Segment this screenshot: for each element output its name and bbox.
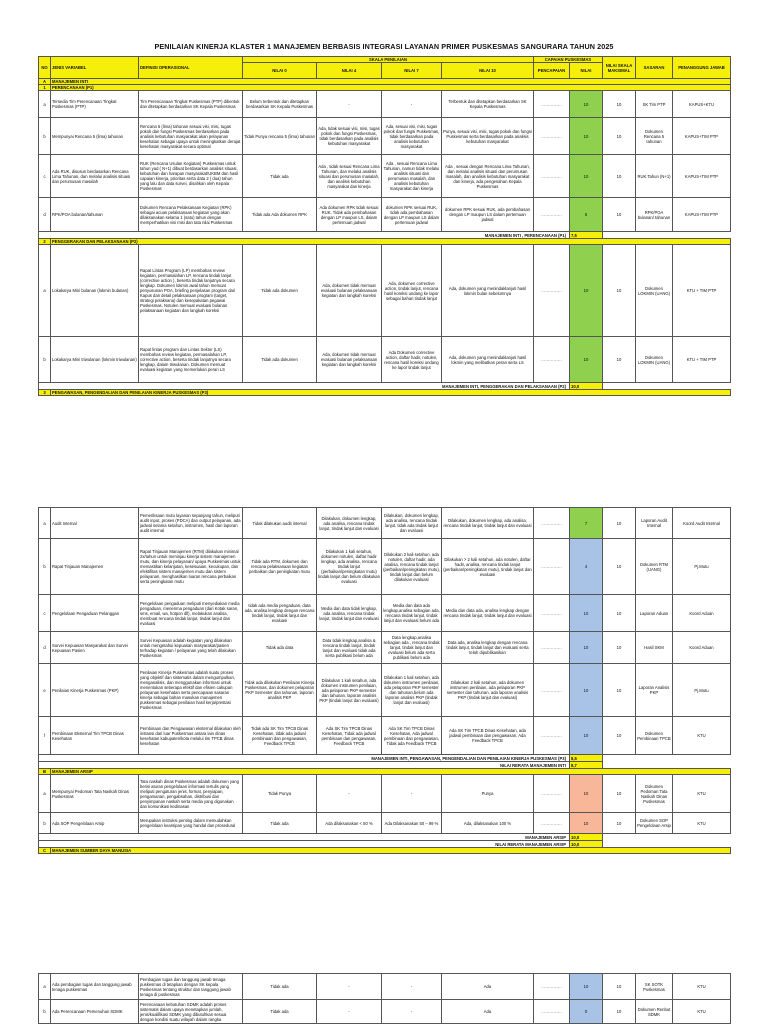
row-nilai-max: 10 (603, 155, 636, 198)
row-nilai-max: 10 (603, 198, 636, 232)
row-pj: KTU (673, 775, 731, 813)
row-pencapaian: …………… (534, 155, 570, 198)
row-pencapaian: …………… (534, 974, 570, 1000)
row-letter: b (39, 1000, 51, 1024)
row-score-4: Ada dilaksanakan < 50 % (317, 813, 382, 834)
row-score-4: - (317, 775, 382, 813)
row-nilai-max: 10 (603, 595, 636, 632)
table-row (39, 775, 731, 813)
row-definition: Pengelolaan pengaduan meliputi menyediakan media pengaduan, menerima pengaduan (dari Kotak saran, sms, email, wa, hotpon dll), melakukan analisa, membuat rencana tindak lanjut, tindak lanjut dan evaluasi (139, 595, 243, 632)
section-3 (39, 390, 731, 396)
row-pencapaian: …………… (534, 717, 570, 755)
row-score-10: Media dan data ada, analisa lengkap dengan rencana tindak lanjut, tindak lanjut dan evaluasi (442, 595, 534, 632)
row-sasaran: Dokumen Renbut SDMK (636, 1000, 673, 1024)
row-score-4: Data tidak lengkap,analisa & rencana tindak lanjut, tindak lanjut dan evaluasi tidak ada serta publikasi belum ada (317, 632, 382, 664)
row-nilai: 10 (570, 717, 603, 755)
table-row (39, 717, 731, 755)
row-definition: Pemeriksaan mutu layanan sepanjang tahun, meliputi audit input, proses (PDCA) dan output pelayanan, ada jadwal selama setahun, instrumen, hasil dan laporan audit internal (139, 508, 243, 539)
total-p1 (39, 232, 731, 239)
row-variable: Tersedia Tim Perencanaan Tingkat Puskesmas (PTP) (51, 91, 139, 118)
row-pj: KAPUS+TIM PTP (673, 155, 731, 198)
row-letter: a (39, 91, 51, 118)
row-definition: Penilaian Kinerja Puskesmas adalah suatu proses yang objektif dan sistematis dalam mengumpulkan, menganalisis, dan menggunakan informasi untuk menentukan seberapa efektif dan efisien cakupan pelayanan kesehatan serta pencapaian sasaran kinerja sebagai bahan masukan manajemen puskesmas sebagai penilaian hasil kerja/prestasi Puskesmas (139, 664, 243, 717)
row-pencapaian: …………… (534, 245, 570, 337)
row-pj: KTU (673, 717, 731, 755)
row-score-7: Dilakukan 2 kali setahun, ada notulen, daftar hadir, ada analisa, rencana tindak lanjut (perbaikan/peningkatan mutu), tindak lanjut dan belum dilakukan evaluasi (382, 539, 442, 595)
table-row (39, 91, 731, 118)
total-p3-value: 8,5 (570, 755, 603, 762)
row-score-0: Tidak Punya rencana 5 (lima) tahunan (243, 118, 317, 155)
section-c-label: MANAJEMEN SUMBER DAYA MANUSIA (51, 848, 731, 854)
total-p3-blank (603, 755, 731, 762)
row-definition: Survei Kepuasan adalah kegiatan yang dilakukan untuk mengetahui kepuasan masyarakat/pasien terhadap kegiatan / pelayanan yang telah dilakukan Puskesmas (139, 632, 243, 664)
row-pj: KTU + TIM PTP (673, 245, 731, 337)
row-nilai: 10 (570, 337, 603, 383)
row-score-10: Ada, dilaksanakan 100 % (442, 813, 534, 834)
row-score-0: Tidak ada (243, 1000, 317, 1024)
row-sasaran: Dokumen Pembinaan TPCB (636, 717, 673, 755)
row-score-7: Data lengkap,analisa sebagian ada , rencana tindak lanjut, tindak lanjut dan evaluasi belum ada serta publikasi belum ada (382, 632, 442, 664)
row-score-0: Tidak ada dokumen (243, 337, 317, 383)
row-letter: d (39, 198, 51, 232)
row-nilai: 10 (570, 813, 603, 834)
row-variable: Ada Perencanaan Pemenuhan SDMK (51, 1000, 139, 1024)
row-score-0: Belum terbentuk dan ditetapkan berdasarkan SK Kepala Puskesmas (243, 91, 317, 118)
row-score-10: dokumen RPK sesuai RUK, ada pembahasan dengan LP maupun LS dalam pertemuan jadwal (442, 198, 534, 232)
row-nilai: 10 (570, 632, 603, 664)
row-sasaran: SK SOTK Puskesmas (636, 974, 673, 1000)
row-letter: f (39, 717, 51, 755)
row-nilai-max: 10 (603, 813, 636, 834)
row-pencapaian: …………… (534, 632, 570, 664)
row-variable: Ada SOP Pengelolaan Arsip (51, 813, 139, 834)
row-nilai: 10 (570, 974, 603, 1000)
row-letter: b (39, 337, 51, 383)
table-row (39, 595, 731, 632)
total-p3-label: MANAJEMEN INTI, PENGAWASAN, PENGENDALIAN DAN PENILAIAN KINERJA PUSKESMAS (P3) (39, 755, 570, 762)
row-score-0: Tidak dilakukan audit internal (243, 508, 317, 539)
row-pencapaian: …………… (534, 198, 570, 232)
row-score-4: Ada , tidak sesuai Rencana Lima Tahunan, dan melalui analisis situasi dan perumusan masalah, dan analisis kebutuhan masyarakat dan kinerja (317, 155, 382, 198)
row-nilai: 10 (570, 664, 603, 717)
row-score-10: Dilakukan 2 kali setahun, ada dokumen instrumen penilaian, ada pelaporan PKP semester dan tahunan, ada laporan analisis PKP (tindak lanjut dan evaluasi) (442, 664, 534, 717)
row-letter: b (39, 118, 51, 155)
total-p1-value: 7,5 (570, 232, 603, 239)
row-sasaran: Dokumen LOKMIN (UANG) (636, 337, 673, 383)
row-pencapaian: …………… (534, 813, 570, 834)
row-nilai-max: 10 (603, 1000, 636, 1024)
row-pj: Koord Aduan (673, 632, 731, 664)
row-letter: c (39, 155, 51, 198)
rerata-arsip-value: 10,0 (570, 841, 603, 848)
total-p2-value: 10,0 (570, 383, 603, 390)
row-definition: Rapat lintas program dan Lintas Sektor (LS) membahas review kegiatan, permasalahan LP, corrective action, beserta tindak lanjutnya secara lengkap, dalam triwulanan. Dokumen memuat evaluasi kegiatan yang memerlukan peran LS (139, 337, 243, 383)
section-b-label: MANAJEMEN ARSIP (51, 769, 731, 775)
row-pj: Koord Aduan (673, 595, 731, 632)
total-p2-blank (603, 383, 731, 390)
row-definition: Tata naskah dinas Puskesmas adalah dokumen yang berisi aturan pengelolaan informasi tertulis yang meliputi pengaturan jenis, format, penyiapan, pengamanan, pengabsahan, distribusi dan penyimpanan naskah serta media yang digunakan dan komunikasi kedinasan (139, 775, 243, 813)
section-2-label: PENGGERAKAN DAN PELAKSANAAN (P2) (51, 239, 731, 245)
row-score-7: - (382, 974, 442, 1000)
row-pj: Pj.Mutu (673, 664, 731, 717)
row-pencapaian: …………… (534, 775, 570, 813)
row-score-10: Ada (442, 974, 534, 1000)
row-nilai: 10 (570, 118, 603, 155)
row-variable: Lokakarya Mini triwulanan (lokmin triwulanan) (51, 337, 139, 383)
row-sasaran: Dokumen SOP Pengelolaan Arsip (636, 813, 673, 834)
row-score-10: Dilakukan > 2 kali setahun, ada notulen, daftar hadir, analisa, rencana tindak lanjut (perbaikan/peningkatan mutu), tindak lanjut dan evaluasi (442, 539, 534, 595)
row-pencapaian: …………… (534, 118, 570, 155)
row-definition: Pembagian tugas dan tanggung jawab tenaga puskesmas di tetapkan dengan SK kepala Puskesmas tentang struktur dan tanggung jawab tenaga di puskesmas (139, 974, 243, 1000)
header-row-1 (39, 57, 731, 63)
col-definisi: DEFINISI OPERASIONAL (139, 57, 243, 79)
col-pencapaian: PENCAPAIAN (534, 63, 570, 79)
section-b-no: B (39, 769, 51, 775)
row-score-10: Dilakukan, dokumen lengkap, ada analisa, rencana tindak lanjut, tindak lanjut dan evaluasi (442, 508, 534, 539)
total-arsip (39, 834, 731, 841)
row-score-10: Ada , sesuai dengan Rencana Lima Tahunan, dan melalui analisis situasi dan perumusan masalah, dan analisis kebutuhan masyarakat dan kinerja, ada pengesahan Kepala Puskesmas (442, 155, 534, 198)
row-score-4: Dilakukan, dokumen lengkap, ada analisa, rencana tindak lanjut, tindak lanjut dan evaluasi (317, 508, 382, 539)
row-score-10: Punya, sesuai visi, misi, tugas pokok dan fungsi Puskesmas serta berdasarkan pada analisis kebutuhan masyarakat (442, 118, 534, 155)
row-pj: KAPUS+TIM PTP (673, 198, 731, 232)
row-score-7: Ada , sesuai Rencana Lima Tahunan, namun tidak melalui analisis situasi dan perumusan masalah, dan analisis kebutuhan masyarakat dan kinerja (382, 155, 442, 198)
row-score-10: Data ada, analisa lengkap dengan rencana tindak lanjut, tindak lanjut dan evaluasi serta telah dipublikasikan (442, 632, 534, 664)
row-score-10: Ada (442, 1000, 534, 1024)
row-score-7: - (382, 91, 442, 118)
row-nilai: 10 (570, 595, 603, 632)
row-nilai-max: 10 (603, 775, 636, 813)
row-score-7: Ada, sesuai visi, misi, tugas pokok dan fungsi Puskesmas, tidak berdasarkan pada analisis kebutuhan masyarakat (382, 118, 442, 155)
total-p3 (39, 755, 731, 762)
rerata-arsip (39, 841, 731, 848)
total-p2 (39, 383, 731, 390)
row-nilai-max: 10 (603, 508, 636, 539)
row-nilai-max: 10 (603, 337, 636, 383)
row-pj: Pj.Mutu (673, 539, 731, 595)
row-sasaran: Dokumen RTM (UANG) (636, 539, 673, 595)
row-nilai-max: 10 (603, 118, 636, 155)
row-pencapaian: …………… (534, 91, 570, 118)
row-sasaran: Laporan Aduan (636, 595, 673, 632)
row-nilai-max: 10 (603, 245, 636, 337)
row-nilai: 10 (570, 155, 603, 198)
row-score-4: - (317, 91, 382, 118)
row-sasaran: Dokumen Pedoman Tata Naskah Dinas Puskesmas (636, 775, 673, 813)
row-score-10: Terbentuk dan ditetapkan berdasarkan SK Kepala Puskesmas (442, 91, 534, 118)
row-score-7: Ada Dokumen corrective action, daftar hadir, notulen, rencana hasil koreksi undang ke lapor tindak lanjut (382, 337, 442, 383)
row-variable: Pengelolaan Pengaduan Pelanggan (51, 595, 139, 632)
row-sasaran: SK Tim PTP (636, 91, 673, 118)
row-score-4: - (317, 974, 382, 1000)
row-letter: a (39, 245, 51, 337)
row-nilai: 10 (570, 245, 603, 337)
row-variable: Survei Kepuasan Masyarakat dan Survei Kepuasan Pasien (51, 632, 139, 664)
section-1-label: PERENCANAAN (P1) (51, 85, 731, 91)
col-nilai-max: NILAI SKALA MAKSIMAL (603, 57, 636, 79)
row-letter: e (39, 664, 51, 717)
col-nilai7: NILAI 7 (382, 63, 442, 79)
row-nilai: 5 (570, 198, 603, 232)
row-score-4: Dilakukan 1 kali setahun, ada dokumen instrumen penilaian, ada pelaporan PKP semester dan tahunan, laporan analisis PKP (tindak lanjut dan evaluasi) (317, 664, 382, 717)
row-variable: Pembinaan Eksternal Tim TPCB Dinas Kesehatan (51, 717, 139, 755)
table-row (39, 245, 731, 337)
row-sasaran: Laporan Audit Internal (636, 508, 673, 539)
row-nilai: 10 (570, 775, 603, 813)
col-pj: PENANGGUNG JAWAB (673, 57, 731, 79)
col-nilai10: NILAI 10 (442, 63, 534, 79)
row-nilai-max: 10 (603, 664, 636, 717)
row-definition: Rencana 5 (lima) tahunan sesuai visi, misi, tugas pokok dan fungsi Puskesmas berdasarkan pada analisis kebutuhan masyarakat akan pelayanan kesehatan sebagai upaya untuk meningkatkan derajat kesehatan masyarakat secara optimal (139, 118, 243, 155)
row-score-4: Ada, dokumen tidak memuat evaluasi bulanan pelaksanaan kegiatan dan langkah koreksi (317, 245, 382, 337)
row-nilai-max: 10 (603, 717, 636, 755)
row-pj: KTU (673, 1000, 731, 1024)
row-score-0: Tidak ada dokumen (243, 245, 317, 337)
section-c-no: C (39, 848, 51, 854)
row-score-0: Tidak ada (243, 974, 317, 1000)
row-definition: RUK (Rencana Usulan Kegiatan) Puskesmas untuk tahun yad ( N+1) dibuat berdasarkan analisis situasi, kebutuhan dan harapan masyarakat/UKBM dan hasil capaian kinerja, prioritas serta data 2 ( dua) tahun yang lalu dan data survei, disahkan oleh Kepala Puskesmas (139, 155, 243, 198)
table-row (39, 664, 731, 717)
table-row (39, 508, 731, 539)
row-definition: Tim Perencanaan Tingkat Puskesmas (PTP) dibentuk dan ditetapkan berdasarkan SK Kepala Puskesmas (139, 91, 243, 118)
row-definition: Rapat Tinjauan Manajemen (RTM) dilakukan minimal 2x/tahun untuk meninjau kinerja sistem manajemen mutu, dan kinerja pelayanan/ upaya Puskesmas untuk memastikan kelanjutan, kesesuaian, kecukupan, dan efektifitas sistem manajemen mutu dan sistem pelayanan, menghasilkan luaran rencana perbaikan serta peningkatan mutu (139, 539, 243, 595)
row-score-0: Tidak ada RTM, dokumen dan rencana pelaksanaan kegiatan perbaikan dan peningkatan mutu (243, 539, 317, 595)
col-jenis: JENIS VARIABEL (51, 57, 139, 79)
row-variable: RPK/POA bulanan/tahunan (51, 198, 139, 232)
row-pj: KTU + TIM PTP (673, 337, 731, 383)
row-score-7: Ada SK Tim TPCB Dinas Kesehatan, Ada jadwal pembinaan dan pengawasan, Tidak ada Feedback TPCB (382, 717, 442, 755)
row-nilai: 10 (570, 91, 603, 118)
row-letter: a (39, 508, 51, 539)
page-title: PENILAIAN KINERJA KLASTER 1 MANAJEMEN BERBASIS INTEGRASI LAYANAN PRIMER PUSKESMAS SANGURARA TAHUN 2025 (154, 42, 614, 51)
rerata-inti-blank (603, 762, 731, 769)
total-p2-label: MANAJEMEN INTI, PENGGERAKAN DAN PELAKSANAAN (P2) (39, 383, 570, 390)
row-pj: KTU (673, 813, 731, 834)
row-variable: Mempunyai Rencana 5 (lima) tahunan (51, 118, 139, 155)
row-sasaran: Laporan Analisis PKP (636, 664, 673, 717)
row-sasaran: Hasil SKM (636, 632, 673, 664)
row-score-4: - (317, 1000, 382, 1024)
row-pj: KTU (673, 974, 731, 1000)
col-skala: SKALA PENILAIAN (243, 57, 534, 63)
row-score-7: - (382, 775, 442, 813)
table-row (39, 632, 731, 664)
row-definition: Rapat Lintas Program (LP) membahas review kegiatan, permasalahan LP, rencana tindak lanjut (corrective action ), beserta tindak lanjutnya secara lengkap. Dokumen lokmin awal tahun memuat penyusunan POA, briefing penjelasan program dari Kapus dan detail pelaksanaan program (target, strategi pelaksana) dan kesepakatan pegawai Puskesmas. Notulen memuat evaluasi bulanan pelaksanaan kegiatan dan langkah koreksi (139, 245, 243, 337)
table-row (39, 155, 731, 198)
rerata-inti (39, 762, 731, 769)
table-row (39, 118, 731, 155)
row-pj: KAPUS+KTU (673, 91, 731, 118)
rerata-arsip-blank (603, 841, 731, 848)
row-score-7: Dilakukan, dokumen lengkap, ada analisa, rencana tindak lanjut, tidak ada tindak lanjut dan evaluasi (382, 508, 442, 539)
rerata-inti-label: NILAI RERATA MANAJEMEN INTI (39, 762, 570, 769)
row-pencapaian: …………… (534, 508, 570, 539)
row-variable: Lokakarya Mini bulanan (lokmin bulanan) (51, 245, 139, 337)
row-score-4: Ada SK Tim TPCB Dinas Kesehatan, Tidak ada jadwal pembinaan dan pengawasan, Feedback TPCB (317, 717, 382, 755)
row-score-4: Dilakukan 1 kali setahun, dokumen notulen, daftar hadir lengkap, ada analisa, rencana tindak lanjut (perbaikan/peningkatan mutu) tindak lanjut dan belum dilakukan evaluasi (317, 539, 382, 595)
row-score-10: Ada SK Tim TPCB Dinas Kesehatan, ada jadwal pembinaan dan pengawasan, Ada Feedback TPCB (442, 717, 534, 755)
row-variable: Mempunyai Pedoman Tata Naskah Dinas Puskesmas (51, 775, 139, 813)
row-letter: a (39, 775, 51, 813)
assessment-table-bottom (38, 973, 731, 1024)
row-letter: d (39, 632, 51, 664)
row-sasaran: RPK/POA bulanan/ tahunan (636, 198, 673, 232)
row-score-4: Ada, dokumen tidak memuat evaluasi bulanan pelaksanaan kegiatan dan langkah koreksi (317, 337, 382, 383)
section-a-label: MANAJEMEN INTI (51, 79, 731, 85)
col-capaian: CAPAIAN PUSKESMAS (534, 57, 603, 63)
row-score-4: Ada, tidak sesuai visi, misi, tugas pokok dan fungsi Puskesmas, tidak berdasarkan pada analisis kebutuhan masyarakat (317, 118, 382, 155)
col-sasaran: SASARAN (636, 57, 673, 79)
table-row (39, 974, 731, 1000)
row-definition: Merupakan instruksi penting dalam memudahkan pengelolaan kearsipan yang handal dan prosedural (139, 813, 243, 834)
row-letter: b (39, 813, 51, 834)
row-score-10: Ada, dokumen yang menindaklanjuti hasil lokmin bulan sebelumnya (442, 245, 534, 337)
row-nilai: 4 (570, 539, 603, 595)
col-no: NO (39, 57, 51, 79)
section-a-no: A (39, 79, 51, 85)
total-arsip-label: MANAJEMEN ARSIP (39, 834, 570, 841)
row-pj: KAPUS+TIM PTP (673, 118, 731, 155)
row-score-0: Tidak ada (243, 155, 317, 198)
row-score-7: Ada Dilaksanakan 50 – 99 % (382, 813, 442, 834)
table-row (39, 539, 731, 595)
row-variable: Penilaian Kinerja Puskesmas (PKP) (51, 664, 139, 717)
row-score-7: Ada, dokumen corrective action, tindak lanjut, rencana hasil koreksi undang ke lapor sebagai bahan tindak lanjut (382, 245, 442, 337)
row-score-7: dokumen RPK sesuai RUK, tidak ada pembahasan dengan LP maupun LS dalam pertemuan jadwal (382, 198, 442, 232)
row-score-0: Tidak ada SK Tim TPCB Dinas Kesehatan, tidak ada jadwal pembinaan dan pengawasan, Feedback TPCB (243, 717, 317, 755)
section-3-label: PENGAWASAN, PENGENDALIAN DAN PENILAIAN KINERJA PUSKESMAS (P3) (51, 390, 731, 396)
row-score-7: Media dan data ada lengkap,analisa sebagian ada, rencana tindak lanjut, tindak lanjut dan evaluasi belum ada (382, 595, 442, 632)
row-score-0: tidak ada media pengaduan, data ada, analisa lengkap dengan rencana tindak lanjut, tindak lanjut dan evaluasi (243, 595, 317, 632)
row-nilai-max: 10 (603, 974, 636, 1000)
row-letter: a (39, 974, 51, 1000)
row-nilai-max: 10 (603, 632, 636, 664)
row-pencapaian: …………… (534, 539, 570, 595)
row-letter: b (39, 539, 51, 595)
row-variable: Ada RUK, disusun berdasarkan Rencana Lima Tahunan, dan melalui analisis situasi dan perumusan masalah (51, 155, 139, 198)
table-row (39, 813, 731, 834)
col-nilai0: NILAI 0 (243, 63, 317, 79)
table-row (39, 337, 731, 383)
row-score-0: Tidak ada dilakukan Penilaian Kinerja Puskesmas, dan dokumen pelaporan PKP Semester dan tahunan, laporan analisis PKP (243, 664, 317, 717)
row-score-4: Media dan data tidak lengkap, ada analisa, rencana tindak lanjut, tindak lanjut dan evaluasi (317, 595, 382, 632)
row-sasaran: Dokumen Rencana 5 tahunan (636, 118, 673, 155)
row-score-4: Ada dokumen RPK tidak sesuai RUK, Tidak ada pembahasan dengan LP maupun LS, dalam pertemuan jadwal (317, 198, 382, 232)
row-sasaran: RUK Tahun (N+1) (636, 155, 673, 198)
row-definition: Pembinaan dan Pengawasan eksternal dilakukan oleh instansi dari luar Puskesmas antara lain dinas kesehatan kabupaten/kota melalui tim TPCB dinas kesehatan (139, 717, 243, 755)
row-score-0: Tidak Punya (243, 775, 317, 813)
row-score-7: Dilakukan 1 kali setahun, ada dokumen instrumen penilaian, ada pelaporan PKP semester dan tahunan,belum ada laporan analisis PKP (tindak lanjut dan evaluasi) (382, 664, 442, 717)
row-pencapaian: …………… (534, 1000, 570, 1024)
row-variable: Audit Internal (51, 508, 139, 539)
row-pencapaian: …………… (534, 595, 570, 632)
section-1-no: 1 (39, 85, 51, 91)
row-definition: Perencanaan kebutuhan SDMK adalah proses sistematis dalam upaya menetapkan jumlah, jenis/kualifikasi SDMK yang dibutuhkan sesuai dengan kondisi suatu wilayah dalam rangka (139, 1000, 243, 1024)
row-nilai: 7 (570, 508, 603, 539)
row-pencapaian: …………… (534, 664, 570, 717)
row-nilai-max: 10 (603, 91, 636, 118)
assessment-table-middle (38, 507, 731, 854)
section-3-no: 3 (39, 390, 51, 396)
row-score-7: - (382, 1000, 442, 1024)
total-arsip-value: 10,0 (570, 834, 603, 841)
row-sasaran: Dokumen LOKMIN (UANG) (636, 245, 673, 337)
row-score-0: Tidak ada data (243, 632, 317, 664)
row-variable: Rapat Tinjauan Manajemen (51, 539, 139, 595)
col-nilai4: NILAI 4 (317, 63, 382, 79)
row-pj: Koord Audit Internal (673, 508, 731, 539)
rerata-inti-value: 8,7 (570, 762, 603, 769)
assessment-table-top (38, 56, 731, 396)
row-nilai: 0 (570, 1000, 603, 1024)
total-p1-blank (603, 232, 731, 239)
row-nilai-max: 10 (603, 539, 636, 595)
row-score-0: Tidak ada Ada dokumen RPK (243, 198, 317, 232)
section-2-no: 2 (39, 239, 51, 245)
total-arsip-blank (603, 834, 731, 841)
rerata-arsip-label: NILAI RERATA MANAJEMEN ARSIP (39, 841, 570, 848)
total-p1-label: MANAJEMEN INTI , PERENCANAAN (P1) (39, 232, 570, 239)
row-score-10: Punya (442, 775, 534, 813)
section-c (39, 848, 731, 854)
row-variable: Ada pembagian tugas dan tanggung jawab tenaga puskesmas (51, 974, 139, 1000)
col-nilai: NILAI (570, 63, 603, 79)
row-definition: Dokumen Rencana Pelaksanaan Kegiatan (RPK) sebagai acuan pelaksanaan kegiatan yang akan dilaksanakan selama 1 (satu) tahun dengan memperhatikan visi misi dan tata nilai Puskesmas (139, 198, 243, 232)
table-row (39, 1000, 731, 1024)
row-score-10: Ada, dokumen yang menindaklanjuti hasil lokmin yang melibatkan peran serta LS (442, 337, 534, 383)
row-pencapaian: …………… (534, 337, 570, 383)
table-row (39, 198, 731, 232)
row-score-0: Tidak ada (243, 813, 317, 834)
row-letter: c (39, 595, 51, 632)
